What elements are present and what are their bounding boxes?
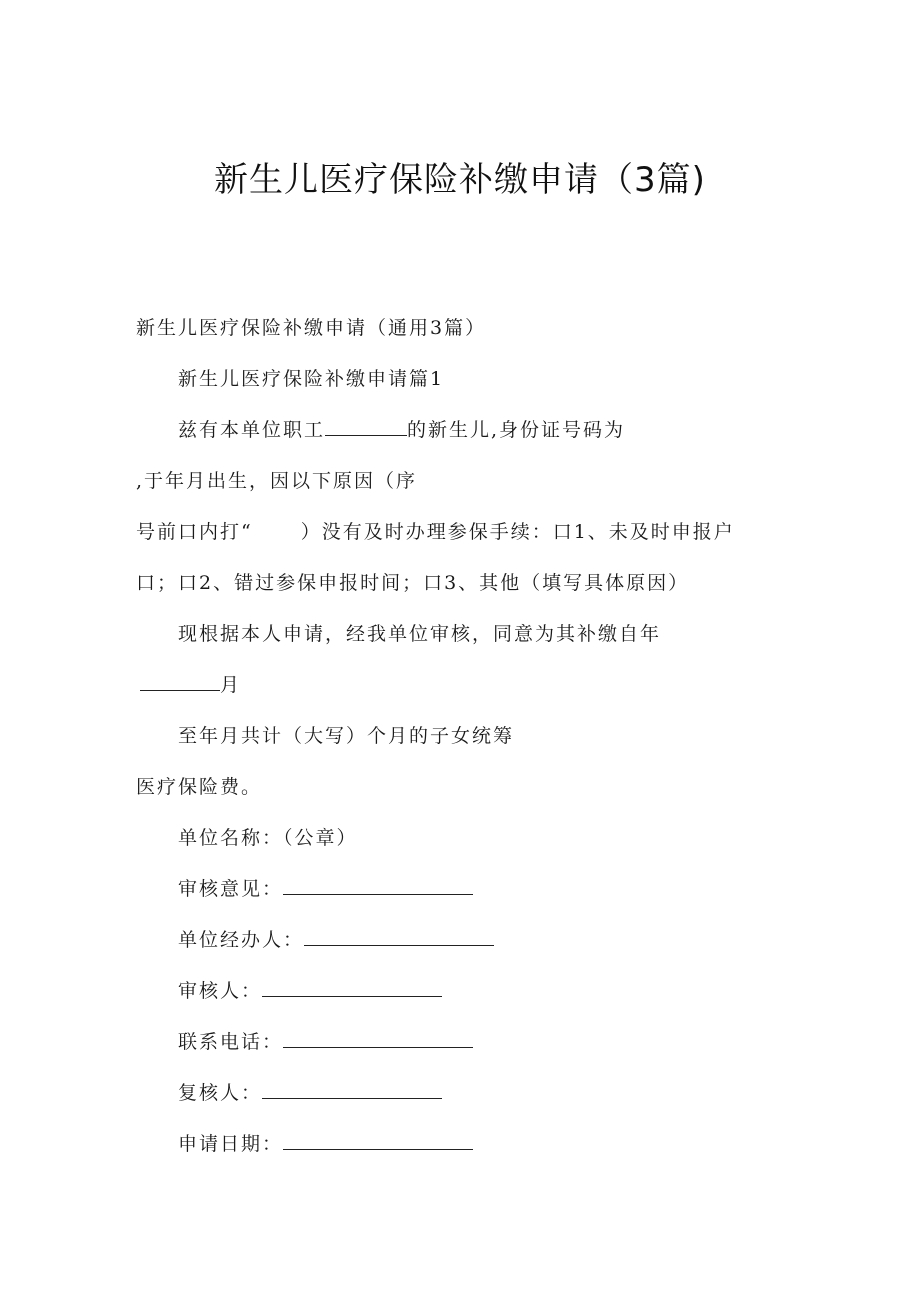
paragraph-reason (136, 518, 735, 546)
review-opinion-field[interactable] (283, 876, 473, 895)
paragraph-fee: 医疗保险费。 (136, 776, 263, 798)
paragraph-month (136, 671, 241, 699)
paragraph-birth: ,于年月出生，因以下原因（序 (136, 470, 418, 492)
handler-row (178, 926, 494, 954)
paragraph-options: 口；口2、错过参保申报时间；口3、其他（填写具体原因） (136, 572, 690, 594)
start-month-blank (140, 672, 220, 691)
phone-label: 联系电话： (178, 1031, 284, 1053)
employee-name-blank (325, 417, 407, 436)
document-title: 新生儿医疗保险补缴申请（3篇) (214, 160, 706, 200)
document-subtitle: 新生儿医疗保险补缴申请（通用3篇） (136, 317, 487, 339)
paragraph-reason-suffix: ）没有及时办理参保手续：口1、未及时申报户 (300, 521, 735, 543)
phone-row (178, 1028, 473, 1056)
section-heading: 新生儿医疗保险补缴申请篇1 (178, 368, 445, 390)
paragraph-approval: 现根据本人申请，经我单位审核，同意为其补缴自年 (178, 623, 662, 645)
apply-date-label: 申请日期： (178, 1133, 284, 1155)
reviewer-row (178, 977, 442, 1005)
rechecker-label: 复核人： (178, 1082, 263, 1104)
reviewer-label: 审核人： (178, 980, 263, 1002)
paragraph-employee-prefix: 兹有本单位职工 (178, 419, 326, 441)
paragraph-period: 至年月共计（大写）个月的子女统筹 (178, 725, 515, 747)
unit-name-label: 单位名称：（公章） (178, 827, 358, 849)
phone-field[interactable] (283, 1029, 473, 1048)
apply-date-row (178, 1130, 473, 1158)
paragraph-reason-prefix: 号前口内打“ (136, 521, 253, 543)
paragraph-employee-suffix: 的新生儿,身份证号码为 (407, 419, 626, 441)
review-opinion-row (178, 875, 473, 903)
apply-date-field[interactable] (283, 1131, 473, 1150)
reviewer-field[interactable] (262, 978, 442, 997)
review-opinion-label: 审核意见： (178, 878, 284, 900)
paragraph-month-suffix: 月 (220, 674, 242, 696)
paragraph-employee (178, 416, 625, 444)
handler-label: 单位经办人： (178, 929, 305, 951)
rechecker-row (178, 1079, 442, 1107)
rechecker-field[interactable] (262, 1080, 442, 1099)
handler-field[interactable] (304, 927, 494, 946)
